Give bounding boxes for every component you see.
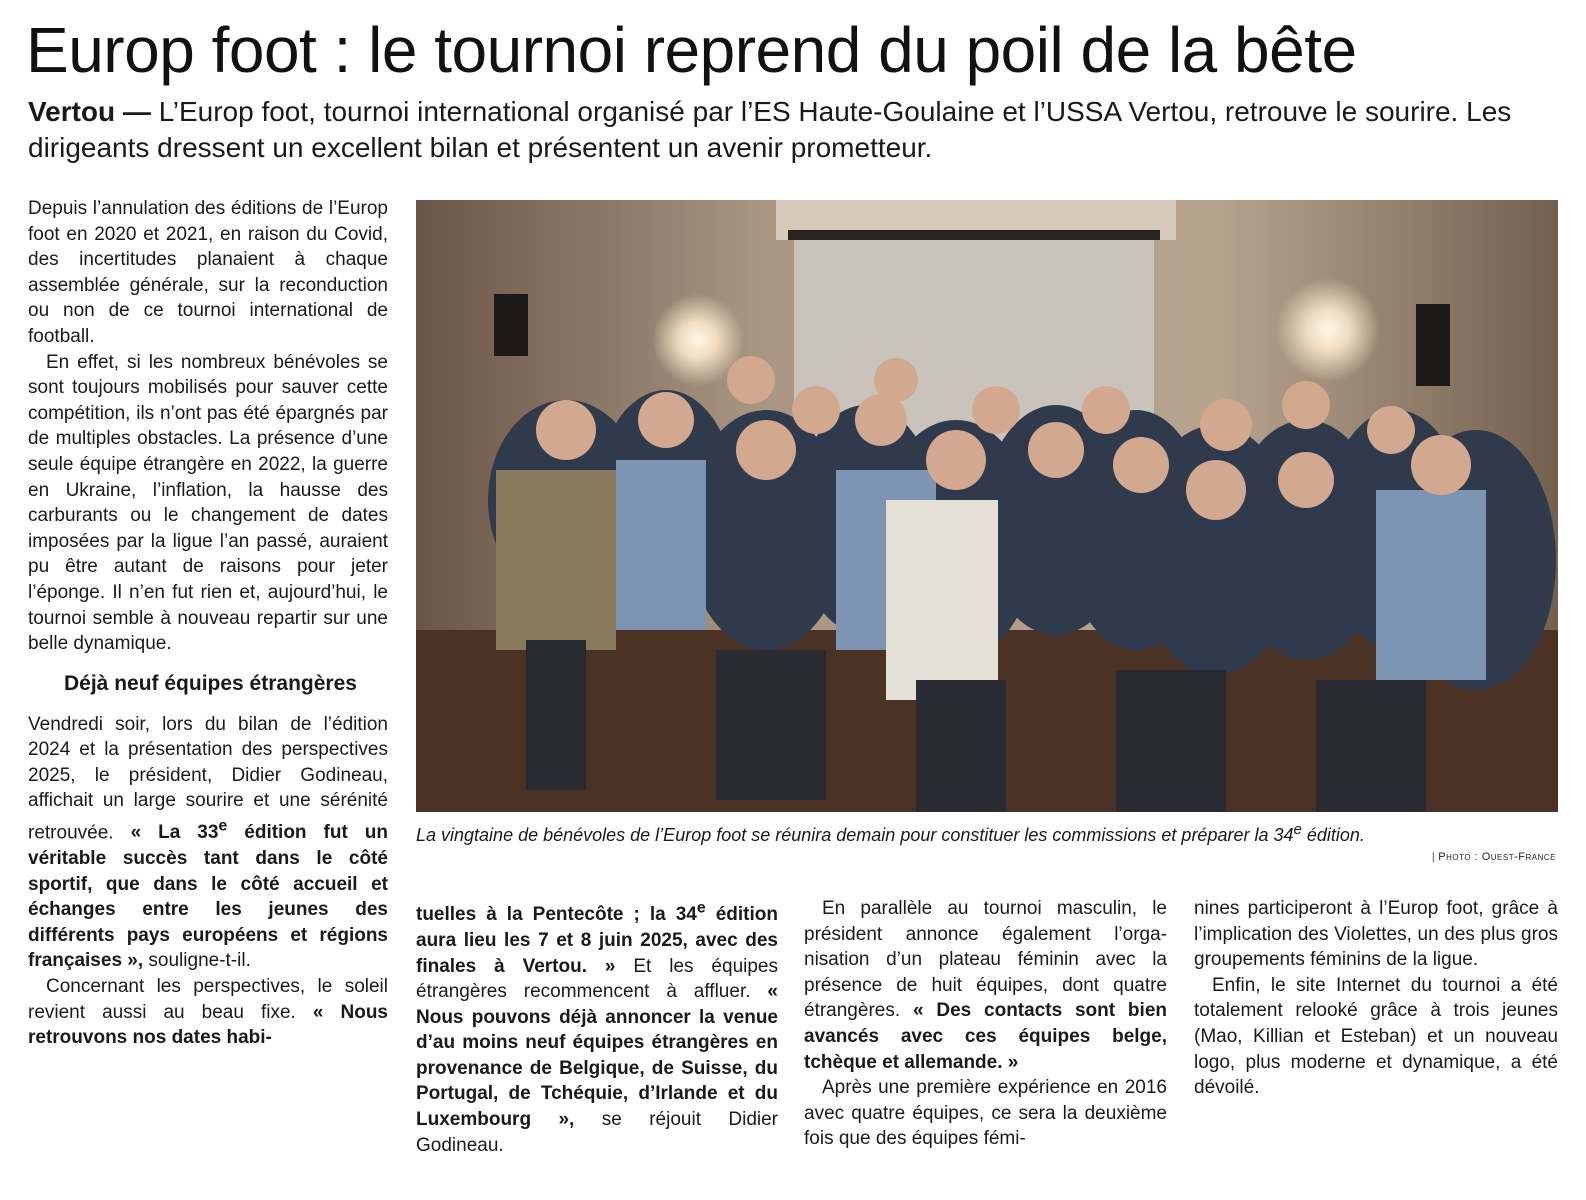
body-paragraph: nines participeront à l’Europ foot, grâce à l’implication des Violettes, un des plus gros groupements féminins de la ligue. — [1194, 898, 1558, 971]
body-paragraph: En effet, si les nombreux bénévoles se sont toujours mobilisés pour sauver cette compétition, ils n’ont pas été épargnés par de multiples obstacles. La présence d’une seule équipe étrangère en 2022, la guerre en Ukraine, l’inflation, la hausse des carburants ou le changement de dates imposées par la ligue l’an passé, auraient pu être autant de raisons pour jeter l’éponge. Il n’en fut rien et, aujourd’hui, le tournoi semble à nouveau repartir sur une belle dynamique. — [28, 351, 388, 655]
standfirst — [28, 94, 1568, 166]
standfirst-text: L’Europ foot, tournoi international organisé par l’ES Haute-Goulaine et l’USSA Vertou, retrouve le sourire. Les dirigeants dressent un excellent bilan et présentent un avenir prometteur. — [28, 96, 1512, 163]
headline: Europ foot : le tournoi reprend du poil de la bête — [26, 14, 1357, 86]
body-paragraph: Depuis l’annulation des éditions de l’Europ foot en 2020 et 2021, en raison du Covid, des incertitudes planaient à chaque assemblée générale, sur la reconduction ou non de ce tournoi international de football. — [28, 198, 388, 347]
dateline: Vertou — — [28, 96, 151, 127]
body-paragraph: Après une première expérience en 2016 avec quatre équipes, ce sera la deuxième fois que des équipes fémi- — [804, 1077, 1167, 1150]
body-column-3 — [804, 896, 1167, 1152]
credit-separator: | — [1431, 851, 1436, 863]
body-paragraph: Concernant les perspectives, le soleil revient aussi au beau fixe. « Nous retrouvons nos dates habi- — [28, 975, 388, 1049]
body-paragraph: Enfin, le site Internet du tournoi a été totalement relooké grâce à trois jeunes (Mao, Killian et Esteban) et un nouveau logo, plus moderne et dynamique, a été dévoilé. — [1194, 974, 1558, 1099]
body-paragraph: tuelles à la Pentecôte ; la 34e édition aura lieu les 7 et 8 juin 2025, avec des finales à Vertou. » Et les équipes étrangères recommencent à affluer. « Nous pouvons déjà annoncer la venue d’au moins neuf équipes étrangères en provenance de Belgique, de Suisse, du Portugal, de Tchéquie, d’Irlande et du Luxembourg », se réjouit Didier Godineau. — [416, 900, 779, 1156]
subheading: Déjà neuf équipes étrangères — [64, 671, 357, 695]
body-paragraph: En parallèle au tournoi masculin, le président annonce également l’organisation d’un plateau féminin avec la présence de huit équipes, dont quatre étrangères. « Des contacts sont bien avancés avec ces équipes belge, tchèque et allemande. » — [804, 898, 1167, 1073]
body-column-2 — [416, 896, 778, 1158]
body-column-4 — [1194, 896, 1558, 1101]
photo-credit — [1300, 851, 1556, 863]
body-column-1 — [28, 196, 388, 1051]
photo-caption: La vingtaine de bénévoles de l’Europ foot se réunira demain pour constituer les commissions et préparer la 34e édition. — [416, 821, 1365, 845]
body-paragraph: Vendredi soir, lors du bilan de l’édition 2024 et la présentation des perspectives 2025, le président, Didier Godineau, affichait un large sourire et une sérénité retrouvée. « La 33e édition fut un véritable succès tant dans le côté sportif, que dans le côté accueil et échanges entre les jeunes des différents pays européens et régions françaises », souligne-t-il. — [28, 713, 389, 972]
team-photo — [416, 200, 1558, 812]
credit-text: Photo : Ouest-France — [1438, 851, 1556, 863]
